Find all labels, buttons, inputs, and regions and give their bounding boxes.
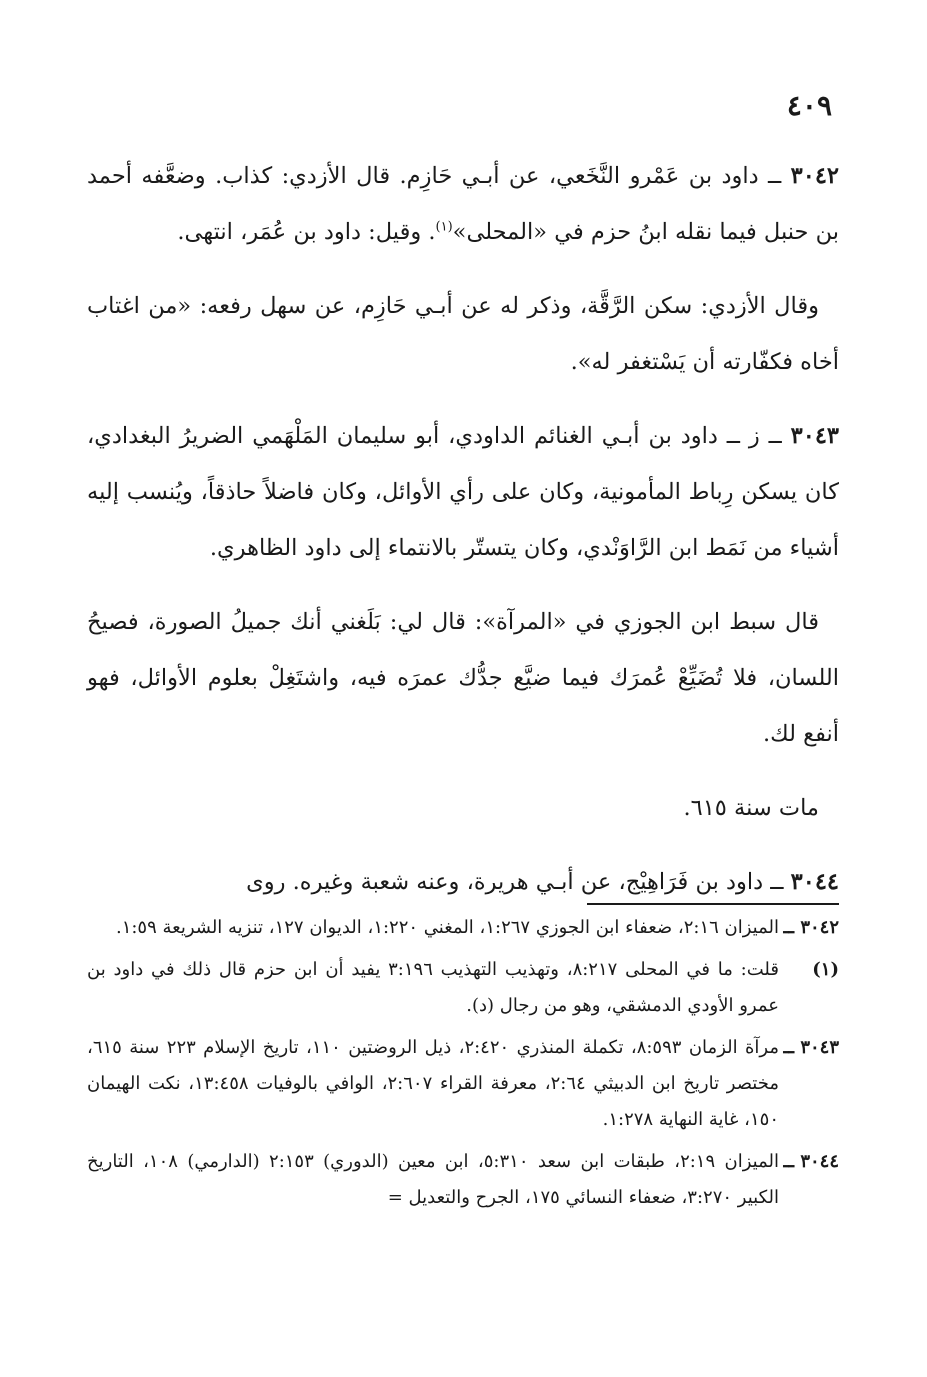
footnote-label: (١) — [812, 959, 839, 980]
entry-3042 — [87, 148, 839, 260]
entry-number: ٣٠٤٣ — [790, 423, 839, 449]
entry-text-continued: . وقيل: داود بن عُمَر، انتهى. — [177, 219, 436, 245]
footnote-label: ٣٠٤٢ ــ — [783, 917, 839, 938]
footnote-text: قلت: ما في المحلى ٨:٢١٧، وتهذيب التهذيب ٣:١٩٦ يفيد أن ابن حزم قال ذلك في داود بن عمرو الأودي الدمشقي، وهو من رجال (د). — [87, 959, 779, 1016]
footnote-label: ٣٠٤٣ ــ — [783, 1037, 839, 1058]
entry-number: ٣٠٤٢ — [790, 163, 839, 189]
footnote-3042 — [87, 910, 839, 946]
page-number: ٤٠٩ — [786, 89, 832, 122]
footnote-1 — [87, 952, 839, 1024]
footnote-3043 — [87, 1030, 839, 1138]
footnote-label: ٣٠٤٤ ــ — [783, 1151, 839, 1172]
footnote-3044 — [87, 1144, 839, 1216]
entry-3043-paragraph-2: قال سبط ابن الجوزي في «المرآة»: قال لي: بَلَغني أنك جميلُ الصورة، فصيحُ اللسان، فلا تُضَيِّعْ عُمرَك فيما ضيَّع جدُّك عمرَه فيه، واشتَغِلْ بعلوم الأوائل، فهو أنفع لك. — [87, 609, 839, 747]
footnote-text: الميزان ٢:١٦، ضعفاء ابن الجوزي ١:٢٦٧، المغني ١:٢٢٠، الديوان ١٢٧، تنزيه الشريعة ١:٥٩. — [115, 917, 779, 938]
footnote-divider — [587, 903, 839, 905]
main-text — [87, 148, 839, 928]
entry-number: ٣٠٤٤ — [790, 869, 839, 895]
entry-3042-paragraph-2: وقال الأزدي: سكن الرَّقَّة، وذكر له عن أبـي حَازِم، عن سهل رفعه: «من اغتاب أخاه فكفّارته أن يَسْتغفر له». — [87, 293, 839, 375]
entry-text: ــ ز ــ داود بن أبـي الغنائم الداودي، أبو سليمان المَلْهَمي الضريرُ البغدادي، كان يسكن رِباط المأمونية، وكان على رأي الأوائل، وكان فاضلاً حاذقاً، ويُنسب إليه أشياء من نَمَط ابن الرَّاوَنْدي، وكان يتستّر بالانتماء إلى داود الظاهري. — [87, 423, 839, 561]
entry-text: ــ داود بن عَمْرو النَّخَعي، عن أبـي حَازِم. قال الأزدي: كذاب. وضعَّفه أحمد بن حنبل فيما نقله ابنُ حزم في «المحلى» — [87, 163, 839, 245]
entry-text: ــ داود بن فَرَاهِيْج، عن أبـي هريرة، وعنه شعبة وغيره. روى — [246, 869, 791, 895]
entry-3043 — [87, 408, 839, 576]
entry-3044 — [87, 854, 839, 910]
footnote-text: الميزان ٢:١٩، طبقات ابن سعد ٥:٣١٠، ابن معين (الدوري) ٢:١٥٣ (الدارمي) ١٠٨، التاريخ الكبير ٣:٢٧٠، ضعفاء النسائي ١٧٥، الجرح والتعديل = — [87, 1151, 779, 1208]
footnote-ref: (١) — [435, 219, 453, 235]
footnotes — [87, 910, 839, 1222]
footnote-text: مرآة الزمان ٨:٥٩٣، تكملة المنذري ٢:٤٢٠، ذيل الروضتين ١١٠، تاريخ الإسلام ٢٢٣ سنة ٦١٥، مختصر تاريخ ابن الدبيثي ٢:٦٤، معرفة القراء ٢:٦٠٧، الوافي بالوفيات ١٣:٤٥٨، نكت الهيمان ١٥٠، غاية النهاية ١:٢٧٨. — [87, 1037, 779, 1130]
entry-3043-paragraph-3: مات سنة ٦١٥. — [683, 795, 819, 821]
